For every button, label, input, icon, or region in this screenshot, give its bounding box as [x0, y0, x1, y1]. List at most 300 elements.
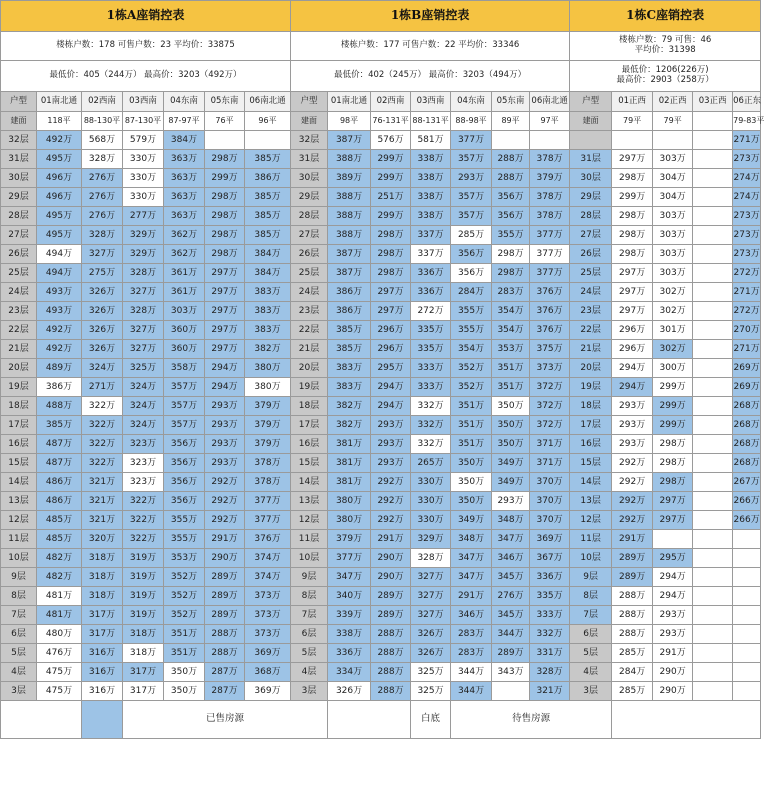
- unit-cell-b: 296万: [371, 321, 411, 340]
- unit-cell-b: 347万: [328, 568, 371, 587]
- unit-cell-c: [693, 435, 733, 454]
- unit-cell-b: 349万: [492, 473, 530, 492]
- floor-row: [1, 625, 761, 644]
- unit-cell-a: 486万: [37, 492, 82, 511]
- unit-cell-b: 276万: [492, 587, 530, 606]
- floor-label-a: 4层: [1, 663, 37, 682]
- unit-cell-b: [492, 682, 530, 701]
- unit-cell-b: 288万: [371, 644, 411, 663]
- floor-label-a: 16层: [1, 435, 37, 454]
- unit-cell-a: 289万: [205, 568, 245, 587]
- unit-cell-b: 337万: [411, 245, 451, 264]
- unit-cell-c: 274万: [733, 188, 761, 207]
- unit-cell-a: 492万: [37, 321, 82, 340]
- unit-cell-a: 275万: [82, 264, 123, 283]
- unit-cell-a: 373万: [245, 625, 291, 644]
- unit-type-b-2: 02西南: [371, 92, 411, 112]
- floor-row: [1, 530, 761, 549]
- unit-cell-b: 389万: [328, 169, 371, 188]
- unit-cell-a: 318万: [123, 625, 164, 644]
- floor-label-b: 15层: [291, 454, 328, 473]
- floor-row: [1, 226, 761, 245]
- unit-cell-a: 487万: [37, 435, 82, 454]
- unit-cell-c: 301万: [653, 321, 693, 340]
- unit-cell-b: 292万: [371, 492, 411, 511]
- unit-cell-b: 357万: [451, 207, 492, 226]
- floor-label-a: 23层: [1, 302, 37, 321]
- floor-label-b: 17层: [291, 416, 328, 435]
- floor-row: [1, 359, 761, 378]
- unit-type-a-6: 06南北通: [245, 92, 291, 112]
- building-b-price-range: 最低价：402（245万） 最高价：3203（494万）: [291, 61, 570, 92]
- unit-cell-c: 289万: [612, 549, 653, 568]
- unit-cell-c: 266万: [733, 492, 761, 511]
- unit-cell-a: 330万: [123, 188, 164, 207]
- floor-label-b: 9层: [291, 568, 328, 587]
- unit-cell-a: 328万: [82, 226, 123, 245]
- floor-label-b: 6层: [291, 625, 328, 644]
- unit-cell-c: 272万: [733, 302, 761, 321]
- unit-cell-a: 325万: [123, 359, 164, 378]
- unit-cell-b: 290万: [371, 568, 411, 587]
- unit-cell-c: 284万: [612, 663, 653, 682]
- unit-cell-b: 382万: [328, 416, 371, 435]
- unit-cell-a: 383万: [245, 321, 291, 340]
- unit-cell-b: 388万: [328, 150, 371, 169]
- floor-label-a: 31层: [1, 150, 37, 169]
- unit-cell-c: 25层: [570, 264, 612, 283]
- unit-cell-a: 379万: [245, 397, 291, 416]
- unit-cell-b: 354万: [451, 340, 492, 359]
- unit-type-c-4: 06正东: [733, 92, 761, 112]
- unit-cell-a: 475万: [37, 682, 82, 701]
- unit-cell-b: 283万: [492, 283, 530, 302]
- unit-cell-c: 23层: [570, 302, 612, 321]
- floor-label-a: 15层: [1, 454, 37, 473]
- unit-cell-c: 297万: [653, 492, 693, 511]
- unit-cell-b: 292万: [371, 511, 411, 530]
- unit-cell-a: 493万: [37, 302, 82, 321]
- unit-cell-a: 321万: [82, 511, 123, 530]
- unit-cell-a: 324万: [123, 378, 164, 397]
- unit-cell-c: 293万: [612, 435, 653, 454]
- floor-row: [1, 150, 761, 169]
- unit-cell-a: 485万: [37, 511, 82, 530]
- unit-cell-b: 350万: [492, 435, 530, 454]
- unit-cell-b: 296万: [371, 340, 411, 359]
- unit-cell-a: 318万: [82, 587, 123, 606]
- floor-label-b: 24层: [291, 283, 328, 302]
- unit-cell-b: 297万: [371, 283, 411, 302]
- unit-cell-a: 380万: [245, 359, 291, 378]
- unit-cell-a: 287万: [205, 663, 245, 682]
- floor-label-a: 25层: [1, 264, 37, 283]
- unit-cell-b: 333万: [530, 606, 570, 625]
- unit-cell-b: 293万: [371, 454, 411, 473]
- unit-cell-c: 302万: [653, 302, 693, 321]
- unit-type-a-1: 01南北通: [37, 92, 82, 112]
- floor-area-c-4: 79-83平: [733, 112, 761, 131]
- unit-cell-a: 480万: [37, 625, 82, 644]
- unit-cell-c: [693, 302, 733, 321]
- unit-cell-b: 378万: [530, 150, 570, 169]
- unit-cell-c: [733, 663, 761, 682]
- unit-cell-a: 320万: [82, 530, 123, 549]
- floor-label-a: 19层: [1, 378, 37, 397]
- unit-cell-a: 363万: [164, 169, 205, 188]
- unit-cell-c: 291万: [612, 530, 653, 549]
- unit-cell-b: 354万: [492, 302, 530, 321]
- unit-cell-c: 268万: [733, 435, 761, 454]
- unit-cell-c: 7层: [570, 606, 612, 625]
- unit-cell-b: 335万: [411, 321, 451, 340]
- floor-row: [1, 606, 761, 625]
- unit-cell-c: 285万: [612, 644, 653, 663]
- floor-label-b: 4层: [291, 663, 328, 682]
- unit-cell-b: 356万: [492, 207, 530, 226]
- unit-cell-c: 21层: [570, 340, 612, 359]
- unit-cell-a: 288万: [205, 625, 245, 644]
- unit-cell-a: 321万: [82, 473, 123, 492]
- unit-cell-b: 350万: [492, 416, 530, 435]
- unit-cell-c: [693, 549, 733, 568]
- floor-label-b: 31层: [291, 150, 328, 169]
- unit-cell-c: [693, 340, 733, 359]
- unit-cell-a: 297万: [205, 264, 245, 283]
- unit-cell-a: 369万: [245, 644, 291, 663]
- unit-cell-c: 288万: [612, 625, 653, 644]
- unit-cell-a: 351万: [164, 625, 205, 644]
- unit-type-label: 户型: [291, 92, 328, 112]
- floor-label-a: 11层: [1, 530, 37, 549]
- unit-type-b-4: 04东南: [451, 92, 492, 112]
- floor-row: [1, 245, 761, 264]
- unit-cell-c: 296万: [612, 340, 653, 359]
- legend-spacer: [1, 701, 82, 739]
- unit-cell-c: 12层: [570, 511, 612, 530]
- unit-cell-a: 383万: [245, 302, 291, 321]
- unit-cell-b: 285万: [451, 226, 492, 245]
- unit-cell-a: 495万: [37, 207, 82, 226]
- floor-label-b: 13层: [291, 492, 328, 511]
- building-b-summary: 楼栋户数：177 可售户数：22 平均价：33346: [291, 32, 570, 61]
- unit-cell-c: [693, 245, 733, 264]
- unit-cell-b: 272万: [411, 302, 451, 321]
- unit-cell-a: 379万: [245, 416, 291, 435]
- unit-cell-b: 330万: [411, 511, 451, 530]
- unit-cell-a: 326万: [82, 340, 123, 359]
- floor-label-b: 16层: [291, 435, 328, 454]
- building-a-price-range: 最低价：405（244万） 最高价：3203（492万）: [1, 61, 291, 92]
- floor-label-a: 13层: [1, 492, 37, 511]
- unit-cell-a: 297万: [205, 340, 245, 359]
- unit-cell-a: 482万: [37, 549, 82, 568]
- unit-cell-a: 492万: [37, 340, 82, 359]
- unit-cell-a: 385万: [245, 188, 291, 207]
- unit-cell-a: 276万: [82, 188, 123, 207]
- unit-cell-b: 291万: [371, 530, 411, 549]
- unit-cell-b: 299万: [371, 169, 411, 188]
- unit-cell-c: [693, 682, 733, 701]
- unit-cell-c: [693, 473, 733, 492]
- unit-cell-a: 326万: [82, 321, 123, 340]
- unit-cell-a: 380万: [245, 378, 291, 397]
- unit-cell-c: 298万: [653, 454, 693, 473]
- unit-cell-a: 298万: [205, 150, 245, 169]
- unit-cell-c: 298万: [612, 169, 653, 188]
- unit-cell-b: 293万: [371, 435, 411, 454]
- floor-label-a: 24层: [1, 283, 37, 302]
- unit-cell-b: 336万: [530, 568, 570, 587]
- unit-cell-b: 388万: [328, 188, 371, 207]
- unit-cell-a: 326万: [82, 283, 123, 302]
- floor-label-a: 6层: [1, 625, 37, 644]
- unit-cell-a: 355万: [164, 511, 205, 530]
- unit-type-a-2: 02西南: [82, 92, 123, 112]
- unit-cell-a: 386万: [245, 169, 291, 188]
- unit-cell-a: 377万: [245, 511, 291, 530]
- unit-cell-a: 290万: [205, 549, 245, 568]
- unit-cell-a: 384万: [164, 131, 205, 150]
- unit-cell-a: 385万: [245, 207, 291, 226]
- unit-cell-b: 349万: [492, 454, 530, 473]
- unit-cell-c: [693, 169, 733, 188]
- floor-label-a: 21层: [1, 340, 37, 359]
- unit-cell-a: 328万: [82, 150, 123, 169]
- floor-label-b: 30层: [291, 169, 328, 188]
- unit-cell-c: 27层: [570, 226, 612, 245]
- unit-cell-c: [693, 454, 733, 473]
- unit-cell-b: 372万: [530, 378, 570, 397]
- legend-spacer-2: [328, 701, 411, 739]
- summary-row: [1, 32, 761, 61]
- unit-cell-a: 579万: [123, 131, 164, 150]
- unit-cell-a: 294万: [205, 378, 245, 397]
- unit-cell-b: 346万: [492, 549, 530, 568]
- unit-type-c-3: 03正西: [693, 92, 733, 112]
- floor-area-b-1: 98平: [328, 112, 371, 131]
- unit-cell-a: 327万: [82, 245, 123, 264]
- title-row: [1, 1, 761, 32]
- unit-cell-b: 338万: [411, 169, 451, 188]
- unit-cell-b: [492, 131, 530, 150]
- unit-cell-b: 348万: [492, 511, 530, 530]
- building-c-summary: [570, 32, 761, 61]
- unit-type-c-1: 01正西: [612, 92, 653, 112]
- unit-cell-c: 298万: [612, 245, 653, 264]
- unit-cell-b: 388万: [328, 226, 371, 245]
- unit-cell-c: 273万: [733, 150, 761, 169]
- unit-cell-a: 319万: [123, 587, 164, 606]
- unit-cell-c: [693, 264, 733, 283]
- unit-cell-b: 380万: [328, 492, 371, 511]
- unit-cell-a: 318万: [82, 549, 123, 568]
- unit-cell-b: 347万: [451, 568, 492, 587]
- unit-cell-a: 298万: [205, 188, 245, 207]
- unit-cell-b: 333万: [411, 378, 451, 397]
- unit-cell-b: 332万: [411, 435, 451, 454]
- unit-cell-a: 385万: [245, 226, 291, 245]
- floor-area-row: [1, 112, 761, 131]
- unit-cell-b: 386万: [328, 283, 371, 302]
- unit-cell-b: 330万: [411, 473, 451, 492]
- unit-cell-c: 299万: [653, 378, 693, 397]
- unit-cell-a: 352万: [164, 606, 205, 625]
- unit-cell-c: 4层: [570, 663, 612, 682]
- unit-cell-b: 382万: [328, 397, 371, 416]
- floor-label-a: 3层: [1, 682, 37, 701]
- floor-label-b: 3层: [291, 682, 328, 701]
- unit-cell-a: 363万: [164, 207, 205, 226]
- unit-cell-b: 321万: [530, 682, 570, 701]
- unit-cell-c: 271万: [733, 283, 761, 302]
- unit-cell-c: 15层: [570, 454, 612, 473]
- floor-area-label: 建面: [1, 112, 37, 131]
- building-c-summary-line-2: 平均价：31398: [634, 45, 696, 55]
- unit-cell-a: 488万: [37, 397, 82, 416]
- building-c-title: 1栋C座销控表: [570, 1, 761, 32]
- unit-cell-b: 355万: [451, 321, 492, 340]
- unit-cell-c: 294万: [653, 568, 693, 587]
- unit-cell-c: [570, 131, 612, 150]
- floor-row: [1, 378, 761, 397]
- unit-cell-c: [733, 644, 761, 663]
- unit-cell-c: 303万: [653, 264, 693, 283]
- unit-cell-b: 387万: [328, 131, 371, 150]
- unit-cell-b: 383万: [328, 378, 371, 397]
- unit-cell-a: 357万: [164, 416, 205, 435]
- unit-cell-a: 352万: [164, 568, 205, 587]
- unit-cell-b: 332万: [530, 625, 570, 644]
- unit-cell-a: 303万: [164, 302, 205, 321]
- legend-row: [1, 701, 761, 739]
- unit-cell-c: [693, 644, 733, 663]
- floor-row: [1, 682, 761, 701]
- unit-cell-b: 295万: [371, 359, 411, 378]
- unit-cell-c: [733, 568, 761, 587]
- unit-cell-a: 351万: [164, 644, 205, 663]
- unit-cell-c: [733, 625, 761, 644]
- legend-for-sale-label: 待售房源: [451, 701, 612, 739]
- unit-cell-a: 486万: [37, 473, 82, 492]
- unit-cell-b: 370万: [530, 511, 570, 530]
- unit-cell-c: 290万: [653, 682, 693, 701]
- floor-row: [1, 549, 761, 568]
- unit-cell-b: 376万: [530, 283, 570, 302]
- unit-cell-b: 336万: [411, 264, 451, 283]
- unit-cell-b: 283万: [451, 625, 492, 644]
- unit-cell-a: 356万: [164, 473, 205, 492]
- floor-label-b: 7层: [291, 606, 328, 625]
- unit-cell-b: 336万: [328, 644, 371, 663]
- floor-row: [1, 131, 761, 150]
- floor-area-a-2: 88-130平: [82, 112, 123, 131]
- unit-cell-b: 283万: [451, 644, 492, 663]
- unit-cell-b: 345万: [492, 606, 530, 625]
- floor-label-a: 8层: [1, 587, 37, 606]
- unit-cell-c: [733, 549, 761, 568]
- unit-cell-c: 294万: [612, 359, 653, 378]
- floor-label-a: 17层: [1, 416, 37, 435]
- floor-area-b-5: 89平: [492, 112, 530, 131]
- unit-cell-a: 328万: [123, 264, 164, 283]
- floor-row: [1, 416, 761, 435]
- floor-row: [1, 340, 761, 359]
- unit-cell-a: 298万: [205, 207, 245, 226]
- unit-cell-b: 350万: [451, 473, 492, 492]
- unit-cell-a: 298万: [205, 245, 245, 264]
- unit-cell-a: 362万: [164, 226, 205, 245]
- floor-row: [1, 397, 761, 416]
- unit-cell-b: 289万: [371, 606, 411, 625]
- unit-cell-b: 331万: [530, 644, 570, 663]
- unit-cell-a: 297万: [205, 283, 245, 302]
- unit-cell-a: 374万: [245, 549, 291, 568]
- unit-cell-a: 319万: [123, 568, 164, 587]
- unit-cell-a: 292万: [205, 492, 245, 511]
- unit-cell-a: 327万: [123, 283, 164, 302]
- unit-cell-b: 375万: [530, 340, 570, 359]
- unit-cell-b: 355万: [492, 226, 530, 245]
- unit-cell-c: 302万: [653, 283, 693, 302]
- unit-cell-b: 387万: [328, 245, 371, 264]
- unit-cell-b: 288万: [371, 663, 411, 682]
- unit-cell-c: 294万: [612, 378, 653, 397]
- unit-cell-c: 11层: [570, 530, 612, 549]
- unit-cell-c: 297万: [612, 283, 653, 302]
- unit-cell-b: 350万: [451, 492, 492, 511]
- floor-label-b: 14层: [291, 473, 328, 492]
- unit-cell-c: 14层: [570, 473, 612, 492]
- unit-cell-a: 376万: [245, 530, 291, 549]
- unit-cell-b: 352万: [451, 378, 492, 397]
- unit-cell-a: 357万: [164, 397, 205, 416]
- unit-cell-a: 298万: [205, 226, 245, 245]
- floor-row: [1, 435, 761, 454]
- unit-cell-c: 268万: [733, 416, 761, 435]
- unit-cell-c: 274万: [733, 169, 761, 188]
- unit-cell-a: 318万: [82, 568, 123, 587]
- unit-cell-a: 487万: [37, 454, 82, 473]
- floor-label-a: 10层: [1, 549, 37, 568]
- unit-cell-a: 317万: [123, 663, 164, 682]
- floor-area-b-4: 88-98平: [451, 112, 492, 131]
- unit-cell-c: 270万: [733, 321, 761, 340]
- floor-label-a: 9层: [1, 568, 37, 587]
- price-range-row: [1, 61, 761, 92]
- unit-cell-c: 24层: [570, 283, 612, 302]
- floor-label-a: 27层: [1, 226, 37, 245]
- unit-type-c-2: 02正西: [653, 92, 693, 112]
- unit-cell-b: 343万: [492, 663, 530, 682]
- floor-row: [1, 264, 761, 283]
- unit-cell-a: 475万: [37, 663, 82, 682]
- unit-cell-a: 360万: [164, 321, 205, 340]
- unit-type-a-3: 03西南: [123, 92, 164, 112]
- unit-cell-b: 335万: [530, 587, 570, 606]
- unit-cell-c: 303万: [653, 207, 693, 226]
- unit-cell-c: 17层: [570, 416, 612, 435]
- unit-cell-b: 376万: [530, 302, 570, 321]
- unit-cell-b: 333万: [411, 359, 451, 378]
- unit-cell-b: 338万: [328, 625, 371, 644]
- unit-cell-c: 288万: [612, 587, 653, 606]
- floor-label-b: 8层: [291, 587, 328, 606]
- unit-cell-b: 373万: [530, 359, 570, 378]
- unit-cell-b: 351万: [451, 435, 492, 454]
- unit-cell-a: 378万: [245, 473, 291, 492]
- unit-cell-a: 361万: [164, 283, 205, 302]
